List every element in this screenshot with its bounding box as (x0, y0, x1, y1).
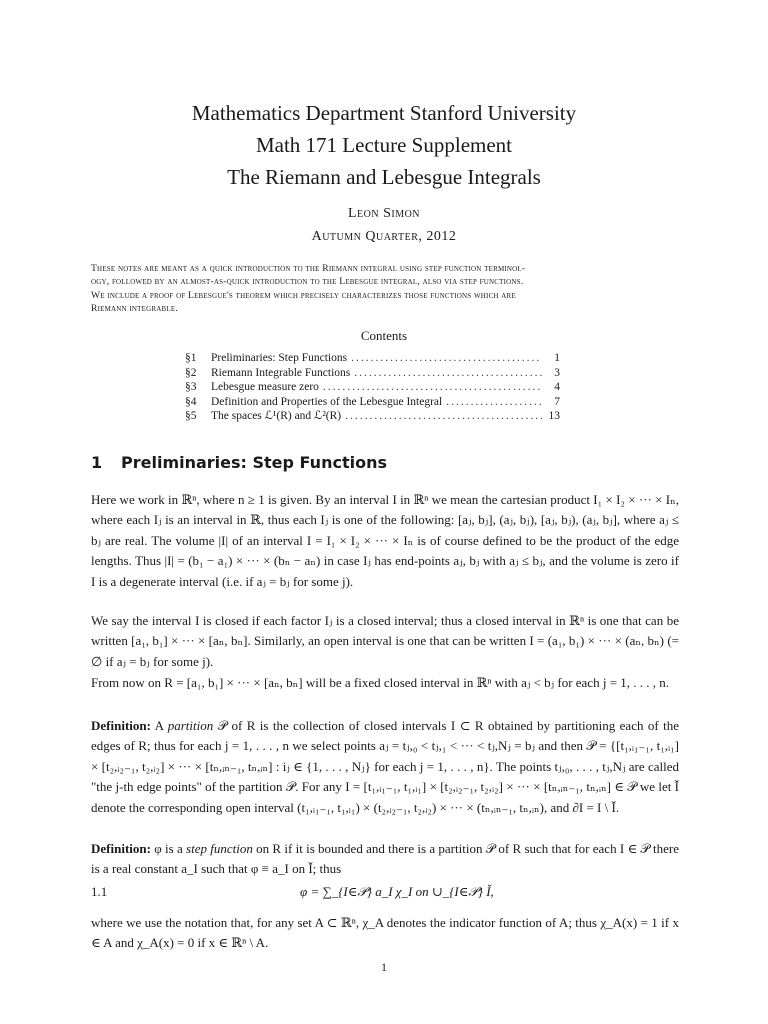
definition-text: φ is a (154, 841, 183, 856)
toc-item-title: Lebesgue measure zero (211, 381, 319, 393)
term-date: Autumn Quarter, 2012 (311, 229, 457, 244)
toc-item[interactable] (185, 351, 560, 366)
definition-term: step function (186, 841, 253, 856)
toc-item-title: The spaces ℒ¹(R) and ℒ²(R) (211, 410, 342, 422)
section-heading (91, 453, 387, 472)
toc-item-page: 1 (554, 352, 560, 364)
equation: φ = ∑_{I∈𝒫} a_I χ_I on ∪_{I∈𝒫} Ǐ, (300, 884, 494, 899)
toc-item-title: Preliminaries: Step Functions (211, 352, 348, 364)
toc-item-page: 3 (554, 366, 560, 379)
toc-item[interactable] (185, 409, 560, 424)
equation-number: 1.1 (91, 884, 108, 899)
toc-item-number: §2 (185, 366, 197, 379)
definition-text: on R if it is bounded and there is a partition 𝒫 of R such that for each I ∈ 𝒫 there is a real constant a_I such that φ ≡ a_I on Ǐ; thus (91, 841, 679, 877)
toc-item-number: §4 (185, 395, 197, 408)
definition-text: 𝒫 of R is the collection of closed intervals I ⊂ R obtained by partitioning each of the edges of R; thus for each j = 1, . . . , n we select points aⱼ = tⱼ,₀ < tⱼ,₁ < ··· < tⱼ,Nⱼ = bⱼ and then 𝒫 = {[t₁,ᵢ₁₋₁, t₁,ᵢ₁] × [t₂,ᵢ₂₋₁, t₂,ᵢ₂] × ··· × [tₙ,ᵢₙ₋₁, tₙ,ᵢₙ] : iⱼ ∈ {1, . . . , Nⱼ} for each j = 1, . . . , n}. The points tⱼ,₀, . . . , tⱼ,Nⱼ are called "the j-th edge points" of the partition 𝒫. For any I = [t₁,ᵢ₁₋₁, t₁,ᵢ₁] × [t₂,ᵢ₂₋₁, t₂,ᵢ₂] × ··· × [tₙ,ᵢₙ₋₁, tₙ,ᵢₙ] ∈ 𝒫 we let Ǐ denote the corresponding open interval (t₁,ᵢ₁₋₁, t₁,ᵢ₁) × (t₂,ᵢ₂₋₁, t₂,ᵢ₂) × ··· × (tₙ,ᵢₙ₋₁, tₙ,ᵢₙ), and ∂I = I \ Ǐ. (91, 718, 680, 815)
toc-item-number: §1 (185, 352, 197, 364)
toc-leader-dots (351, 351, 542, 366)
definition-label: Definition: (91, 718, 151, 733)
abstract-line: We include a proof of Lebesgue's theorem which precisely characterizes those functions which are (91, 289, 516, 301)
toc-item-page: 7 (554, 395, 560, 408)
author-name: Leon Simon (347, 206, 421, 221)
abstract-line: Riemann integrable. (91, 302, 178, 314)
page-number: 1 (381, 960, 387, 974)
abstract-line: ogy, followed by an almost-as-quick introduction to the Lebesgue integral, also via step functions. (91, 276, 524, 288)
abstract (91, 262, 679, 315)
document-title-line3: The Riemann and Lebesgue Integrals (227, 165, 541, 189)
toc-item-page: 4 (554, 381, 560, 393)
toc-leader-dots (446, 395, 542, 410)
toc-leader-dots (354, 366, 542, 381)
paragraph: where we use the notation that, for any set A ⊂ ℝⁿ, χ_A denotes the indicator function of A; thus χ_A(x) = 1 if x ∈ A and χ_A(x) = 0 if x ∈ ℝⁿ \ A. (91, 915, 679, 951)
toc-item[interactable] (185, 366, 560, 381)
toc-item-page: 13 (548, 410, 560, 422)
toc-item[interactable] (185, 380, 560, 395)
definition-text: A (154, 718, 164, 733)
toc-leader-dots (323, 380, 542, 395)
paragraph: We say the interval I is closed if each factor Iⱼ is a closed interval; thus a closed interval in ℝⁿ is one that can be written [a₁, b₁] × ··· × [aₙ, bₙ]. Similarly, an open interval is one that can be written I = (a₁, b₁) × ··· × (aₙ, bₙ) (= ∅ if aⱼ = bⱼ for some j). (91, 613, 679, 669)
section-title: Preliminaries: Step Functions (121, 453, 387, 472)
toc-item-title: Definition and Properties of the Lebesgue Integral (211, 395, 443, 408)
contents-heading: Contents (360, 328, 408, 343)
toc-item[interactable] (185, 395, 560, 410)
definition-term: partition (167, 718, 214, 733)
definition-label: Definition: (91, 841, 151, 856)
paragraph: From now on R = [a₁, b₁] × ··· × [aₙ, bₙ] will be a fixed closed interval in ℝⁿ with aⱼ < bⱼ for each j = 1, . . . , n. (91, 675, 670, 690)
table-of-contents (185, 351, 560, 424)
definition-step-function (91, 839, 679, 880)
abstract-line: These notes are meant as a quick introduction to the Riemann integral using step function terminol- (91, 263, 526, 274)
definition-partition (91, 716, 679, 818)
section-number: 1 (91, 453, 103, 472)
document-title-line2: Math 171 Lecture Supplement (255, 133, 513, 157)
paragraph: Here we work in ℝⁿ, where n ≥ 1 is given. By an interval I in ℝⁿ we mean the cartesian product I₁ × I₂ × ··· × Iₙ, where each Iⱼ is an interval in ℝ, thus each Iⱼ is one of the following: [aⱼ, bⱼ], (aⱼ, bⱼ), [aⱼ, bⱼ), (aⱼ, bⱼ], where aⱼ ≤ bⱼ are real. The volume |I| of an interval I = I₁ × I₂ × ··· × Iₙ is of course defined to be the product of the edge lengths. Thus |I| = (b₁ − a₁) × ··· × (bₙ − aₙ) in case Iⱼ has end-points aⱼ, bⱼ with aⱼ ≤ bⱼ, and the volume is zero if I is a degenerate interval (i.e. if aⱼ = bⱼ for some j). (91, 492, 679, 589)
toc-item-number: §5 (185, 410, 197, 422)
toc-leader-dots (345, 409, 542, 424)
toc-item-title: Riemann Integrable Functions (211, 366, 351, 379)
toc-item-number: §3 (185, 381, 197, 393)
document-title-line1: Mathematics Department Stanford University (191, 101, 577, 125)
